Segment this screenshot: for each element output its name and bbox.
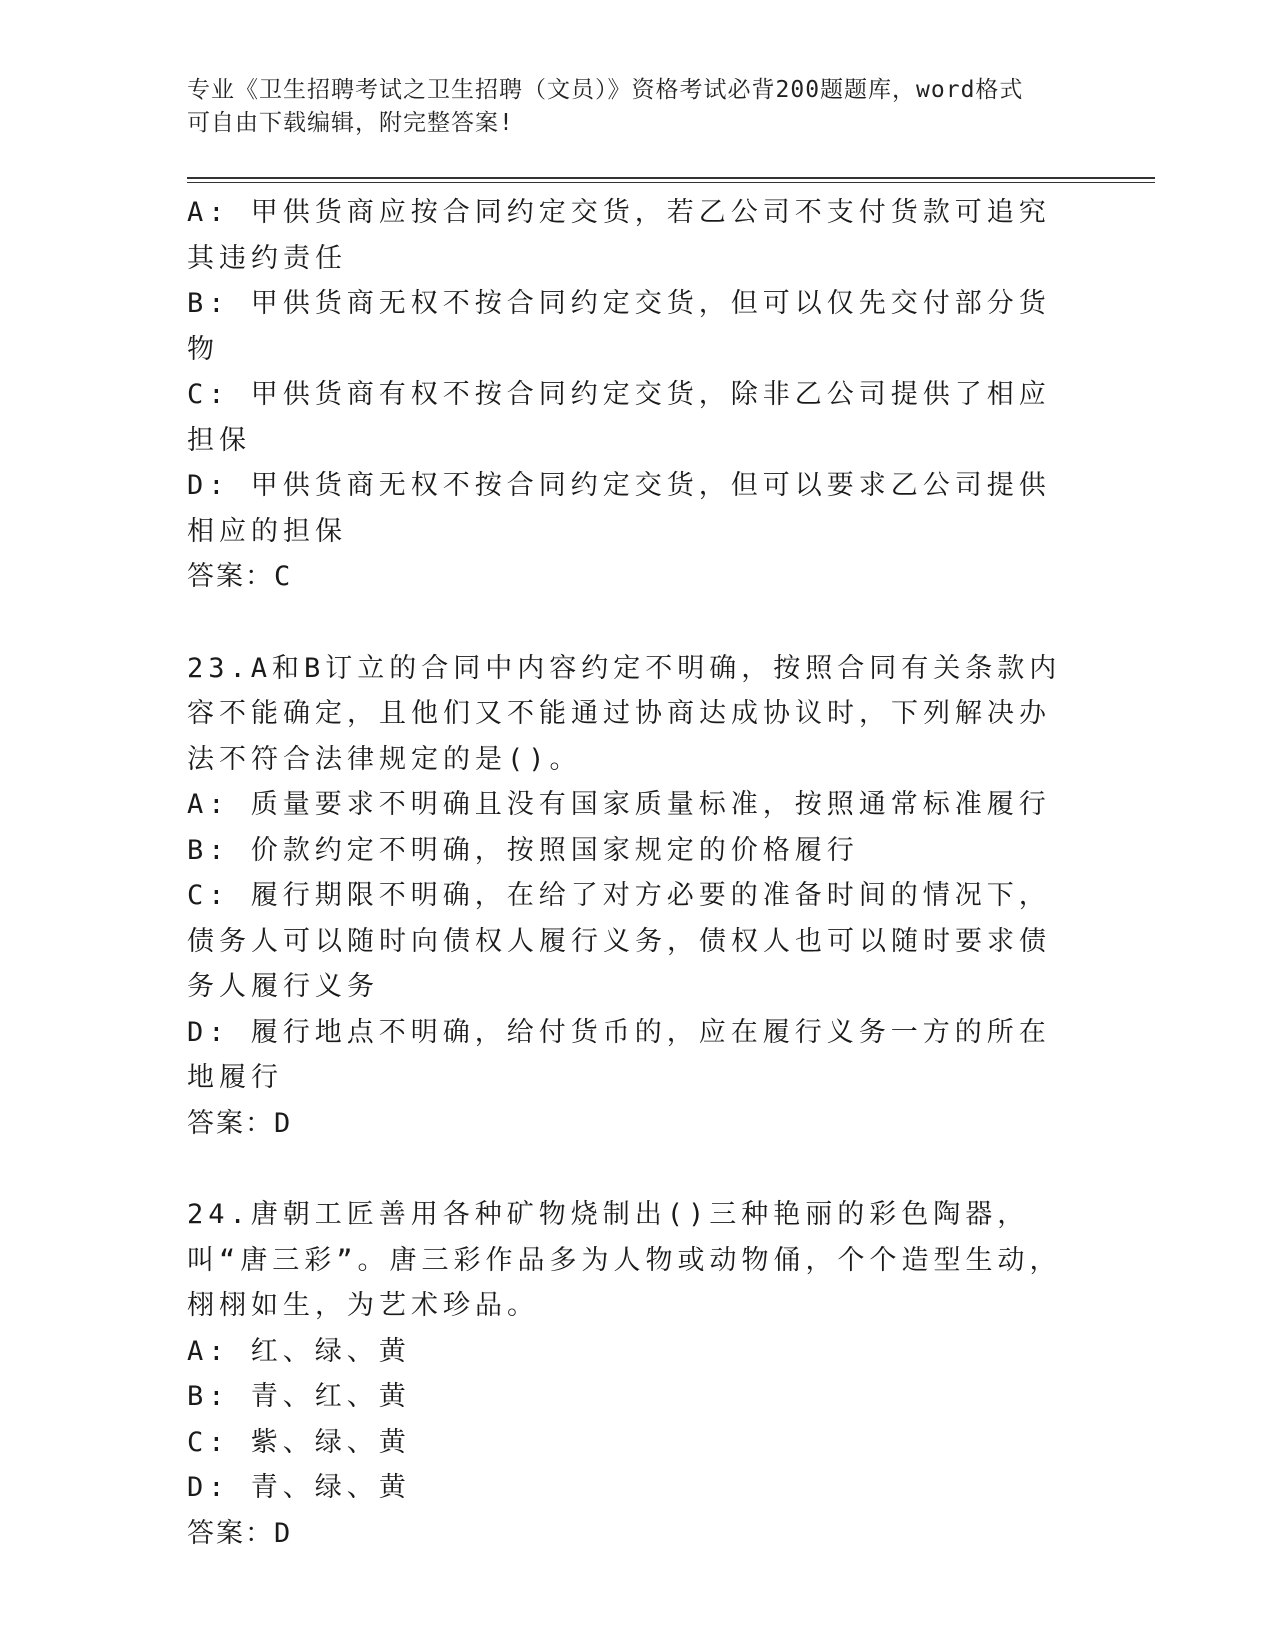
q22-option-d: D: 甲供货商无权不按合同约定交货，但可以要求乙公司提供相应的担保 (187, 470, 1051, 547)
q24-option-b: B: 青、红、黄 (187, 1381, 411, 1412)
question-23-block (187, 646, 1077, 1147)
spacer (187, 600, 1077, 646)
header-line-1: 专业《卫生招聘考试之卫生招聘（文员）》资格考试必背200题题库，word格式 (187, 77, 1024, 103)
spacer (187, 1146, 1077, 1192)
q23-answer: 答案：D (187, 1107, 293, 1139)
q23-option-a: A: 质量要求不明确且没有国家质量标准，按照通常标准履行 (187, 789, 1051, 820)
q24-answer: 答案：D (187, 1517, 293, 1549)
document-body (187, 190, 1077, 1556)
q22-answer: 答案：C (187, 561, 293, 592)
q22-option-b: B: 甲供货商无权不按合同约定交货，但可以仅先交付部分货物 (187, 288, 1051, 365)
page-header (187, 74, 1067, 140)
q24-option-c: C: 紫、绿、黄 (187, 1426, 411, 1458)
q23-option-d: D: 履行地点不明确，给付货币的，应在履行义务一方的所在地履行 (187, 1016, 1051, 1093)
q24-option-a: A: 红、绿、黄 (187, 1335, 411, 1367)
q23-option-c: C: 履行期限不明确，在给了对方必要的准备时间的情况下，债务人可以随时向债权人履行义务，债权人也可以随时要求债务人履行义务 (187, 880, 1051, 1002)
q22-option-a: A: 甲供货商应按合同约定交货，若乙公司不支付货款可追究其违约责任 (187, 197, 1051, 274)
question-22-block (187, 190, 1077, 600)
header-line-2: 可自由下载编辑，附完整答案! (187, 110, 514, 136)
question-24-block (187, 1192, 1077, 1556)
q24-stem: 24.唐朝工匠善用各种矿物烧制出()三种艳丽的彩色陶器，叫“唐三彩”。唐三彩作品多为人物或动物俑，个个造型生动，栩栩如生，为艺术珍品。 (187, 1199, 1062, 1321)
q23-option-b: B: 价款约定不明确，按照国家规定的价格履行 (187, 834, 859, 866)
q23-stem: 23.A和B订立的合同中内容约定不明确，按照合同有关条款内容不能确定，且他们又不能通过协商达成协议时，下列解决办法不符合法律规定的是()。 (187, 652, 1062, 775)
q24-option-d: D: 青、绿、黄 (187, 1472, 411, 1503)
q22-option-c: C: 甲供货商有权不按合同约定交货，除非乙公司提供了相应担保 (187, 379, 1051, 456)
header-divider (187, 177, 1155, 183)
